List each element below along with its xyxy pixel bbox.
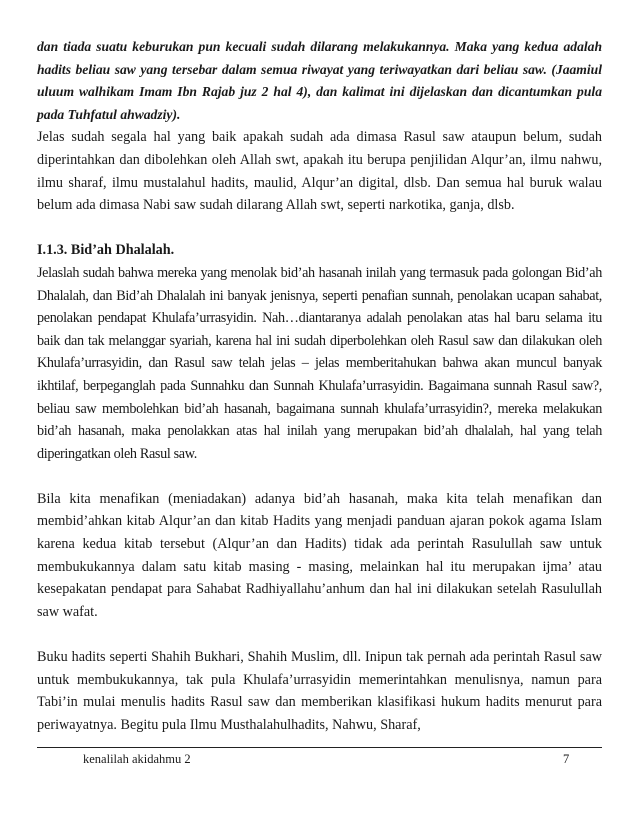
intro-italic-paragraph: dan tiada suatu keburukan pun kecuali sudah dilarang melakukannya. Maka yang kedua adalah hadits beliau saw yang tersebar dalam semua riwayat yang teriwayatkan dari beliau saw. (Jaamiul uluum walhikam Imam Ibn Rajab juz 2 hal 4), dan kalimat ini dijelaskan dan dicantumkan pula pada Tuhfatul ahwadziy). — [37, 39, 602, 122]
footer-divider — [37, 747, 602, 748]
footer-page-number: 7 — [563, 752, 570, 766]
menafikan-paragraph: Bila kita menafikan (meniadakan) adanya bid’ah hasanah, maka kita telah menafikan dan membid’ahkan kitab Alqur’an dan kitab Hadits yang menjadi panduan ajaran pokok agama Islam karena kedua kitab tersebut (Alqur’an dan Hadits) tidak ada perintah Rasulullah saw untuk membukukannya dalam satu kitab masing - masing, melainkan hal itu merupakan ijma’ atau kesepakatan pendapat para Sahabat Radhiyallahu’anhum dan hal ini dilakukan setelah Rasulullah saw wafat. — [37, 490, 602, 620]
buku-hadits-paragraph: Buku hadits seperti Shahih Bukhari, Shahih Muslim, dll. Inipun tak pernah ada perintah Rasul saw untuk membukukannya, tak pula Khulafa’urrasyidin memerintahkan menulisnya, namun para Tabi’in mulai menulis hadits Rasul saw dan memberikan klasifikasi hukum hadits menurut para periwayatnya. Begitu pula Ilmu Musthalahulhadits, Nahwu, Sharaf, — [37, 649, 602, 733]
document-page — [37, 36, 602, 736]
paragraph-spacer — [37, 217, 602, 240]
paragraph-spacer — [37, 623, 602, 646]
footer-book-title: kenalilah akidahmu 2 — [83, 752, 191, 766]
intro-regular-paragraph: Jelas sudah segala hal yang baik apakah sudah ada dimasa Rasul saw ataupun belum, sudah diperintahkan dan dibolehkan oleh Allah swt, apakah itu berupa penjilidan Alqur’an, ilmu nahwu, ilmu sharaf, ilmu mustalahul hadits, maulid, Alqur’an digital, dlsb. Dan semua hal buruk walau belum ada dimasa Nabi saw sudah dilarang Allah swt, seperti narkotika, ganja, dlsb. — [37, 129, 602, 214]
paragraph-spacer — [37, 465, 602, 488]
dhalalah-body-paragraph: Jelaslah sudah bahwa mereka yang menolak bid’ah hasanah inilah yang termasuk pada golongan Bid’ah Dhalalah, dan Bid’ah Dhalalah ini banyak jenisnya, seperti penafian sunnah, penolakan ucapan sahabat, penolakan pendapat Khulafa’urrasyidin. Nah…diantaranya adalah penolakan atas hal baru selama itu baik dan tak melanggar syariah, karena hal ini sudah diperbolehkan oleh Rasul saw dan dilakukan oleh Khulafa’urrasyidin, dan Rasul saw telah jelas – jelas memberitahukan bahwa akan muncul banyak ikhtilaf, berpeganglah pada Sunnahku dan Sunnah Khulafa’urrasyidin. Bagaimana sunnah Rasul saw?, beliau saw membolehkan bid’ah hasanah, bagaimana sunnah khulafa’urrasyidin?, mereka melakukan bid’ah hasanah, maka penolakkan atas hal inilah yang merupakan bid’ah dhalalah, hal yang telah diperingatkan oleh Rasul saw. — [37, 264, 602, 462]
section-heading: I.1.3. Bid’ah Dhalalah. — [37, 242, 175, 259]
